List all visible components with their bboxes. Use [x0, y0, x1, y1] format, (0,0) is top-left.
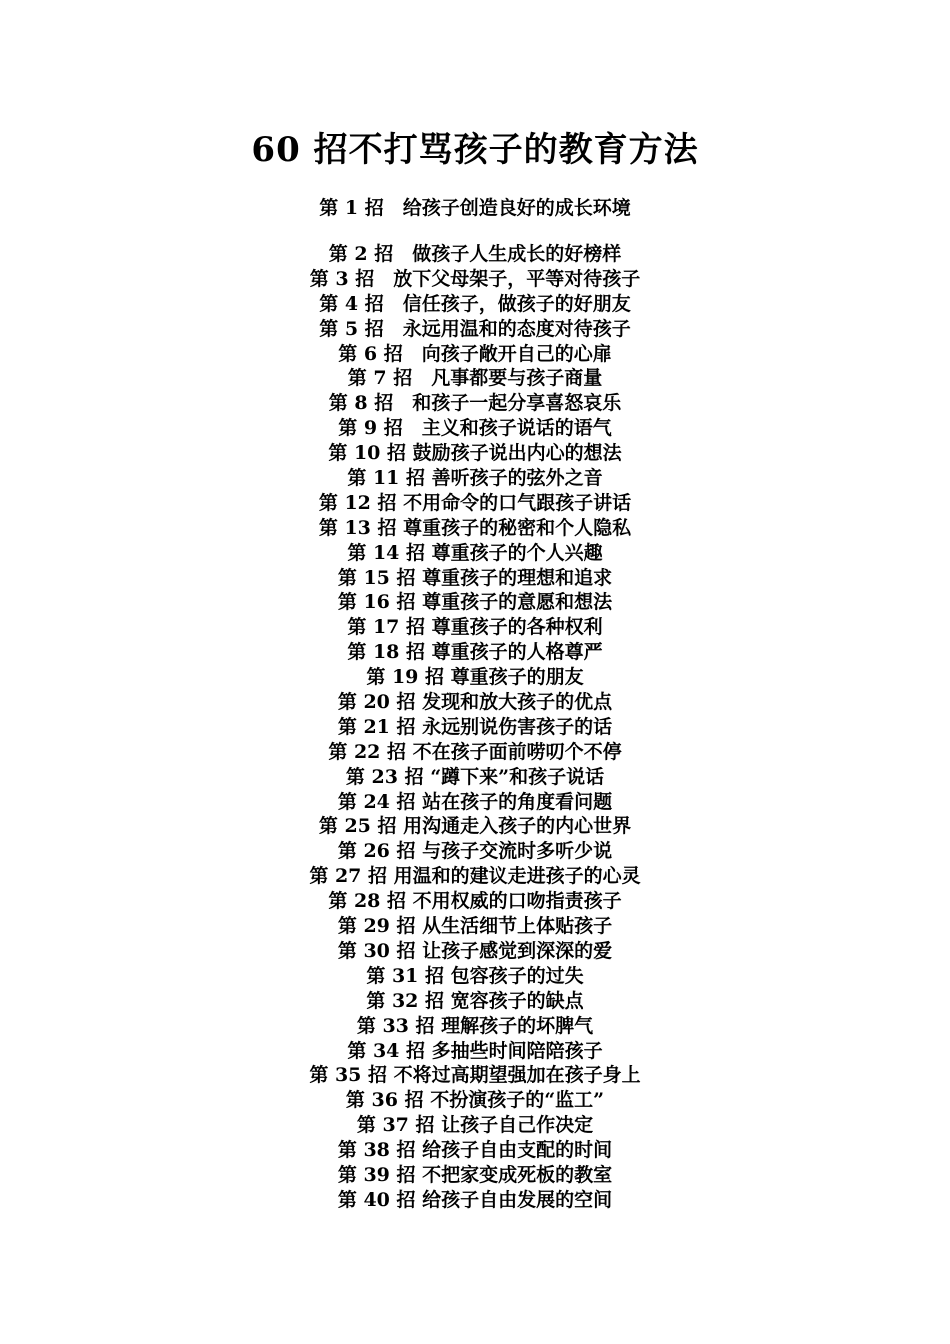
- list-item: 第 26 招 与孩子交流时多听少说: [337, 840, 613, 863]
- list-item: 第 2 招 做孩子人生成长的好榜样: [328, 243, 622, 265]
- list-item: 第 38 招 给孩子自由支配的时间: [337, 1139, 613, 1162]
- list-item: 第 31 招 包容孩子的过失: [366, 964, 584, 987]
- list-item: 第 35 招 不将过高期望强加在孩子身上: [309, 1064, 641, 1087]
- list-item: 第 23 招 “蹲下来”和孩子说话: [345, 765, 605, 788]
- list-item: 第 4 招 信任孩子，做孩子的好朋友: [319, 292, 631, 315]
- list-item: 第 24 招 站在孩子的角度看问题: [337, 790, 613, 813]
- list-item: 第 14 招 尊重孩子的个人兴趣: [347, 541, 603, 564]
- list-item: 第 17 招 尊重孩子的各种权利: [347, 616, 603, 639]
- list-item: 第 18 招 尊重孩子的人格尊严: [347, 641, 603, 664]
- list-item: 第 10 招 鼓励孩子说出内心的想法: [328, 442, 622, 465]
- list-item: 第 27 招 用温和的建议走进孩子的心灵: [309, 865, 641, 888]
- list-item: 第 37 招 让孩子自己作决定: [356, 1114, 594, 1137]
- list-item: 第 40 招 给孩子自由发展的空间: [337, 1188, 613, 1211]
- list-item: 第 39 招 不把家变成死板的教室: [337, 1163, 613, 1186]
- list-item: 第 12 招 不用命令的口气跟孩子讲话: [318, 491, 632, 514]
- list-item: 第 7 招 凡事都要与孩子商量: [347, 367, 603, 390]
- list-item: 第 19 招 尊重孩子的朋友: [366, 666, 584, 689]
- list-item: 第 28 招 不用权威的口吻指责孩子: [328, 890, 622, 913]
- list-item: 第 3 招 放下父母架子，平等对待孩子: [309, 267, 641, 290]
- list-item: 第 33 招 理解孩子的坏脾气: [356, 1014, 594, 1037]
- list-item: 第 34 招 多抽些时间陪陪孩子: [347, 1039, 603, 1062]
- list-item: 第 30 招 让孩子感觉到深深的爱: [337, 939, 613, 962]
- list-item: 第 8 招 和孩子一起分享喜怒哀乐: [328, 392, 622, 415]
- list-item: 第 25 招 用沟通走入孩子的内心世界: [318, 815, 632, 838]
- list-item: 第 5 招 永远用温和的态度对待孩子: [319, 317, 631, 340]
- list-item: 第 20 招 发现和放大孩子的优点: [337, 691, 613, 714]
- list-item: 第 6 招 向孩子敞开自己的心扉: [338, 342, 612, 365]
- list-item: 第 29 招 从生活细节上体贴孩子: [337, 915, 613, 938]
- list-item: 第 15 招 尊重孩子的理想和追求: [337, 566, 613, 589]
- list-item: 第 11 招 善听孩子的弦外之音: [347, 467, 603, 490]
- list-item: 第 22 招 不在孩子面前唠叨个不停: [328, 740, 622, 763]
- list-item: 第 1 招 给孩子创造良好的成长环境: [319, 197, 631, 219]
- list-item: 第 32 招 宽容孩子的缺点: [366, 989, 584, 1012]
- list-item: 第 21 招 永远别说伤害孩子的话: [337, 715, 613, 738]
- list-item: 第 16 招 尊重孩子的意愿和想法: [337, 591, 613, 614]
- list-item: 第 13 招 尊重孩子的秘密和个人隐私: [318, 516, 632, 539]
- document-title: 60 招不打骂孩子的教育方法: [251, 130, 699, 170]
- list-item: 第 9 招 主义和孩子说话的语气: [338, 417, 612, 440]
- list-item: 第 36 招 不扮演孩子的“监工”: [345, 1089, 605, 1112]
- item-list: [0, 242, 950, 1213]
